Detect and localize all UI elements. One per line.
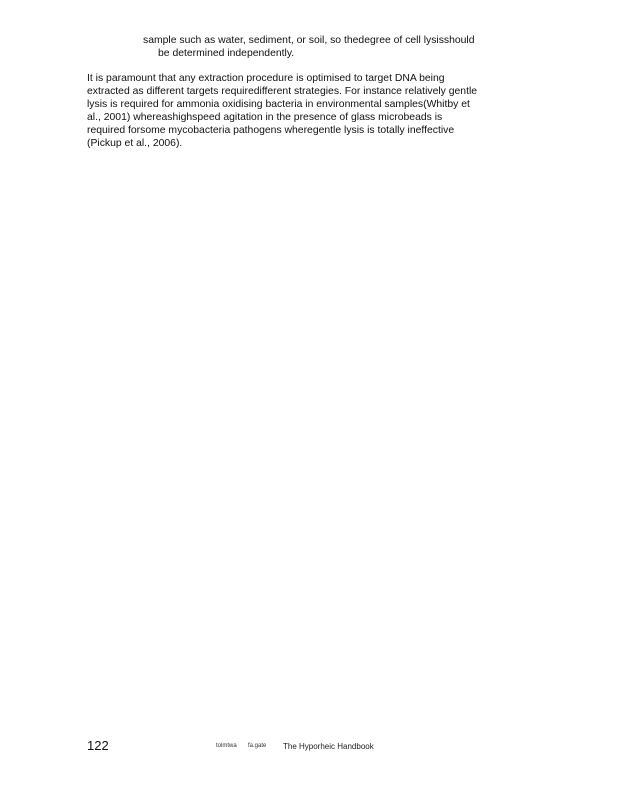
paragraph-line-5: required forsome mycobacteria pathogens wheregentle lysis is totally ineffective: [87, 125, 455, 136]
indented-line-2: be determined independently.: [158, 48, 295, 59]
footer-mark-2: fa.gate: [248, 743, 267, 749]
page-number: 122: [87, 738, 109, 753]
indented-line-1: sample such as water, sediment, or soil, so thedegree of cell lysisshould: [143, 35, 475, 46]
indented-text-block: [143, 34, 513, 60]
paragraph-line-3: lysis is required for ammonia oxidising bacteria in environmental samples(Whitby et: [87, 99, 470, 110]
body-paragraph: [87, 72, 517, 150]
footer-mark-1: tolmtwa: [216, 743, 237, 749]
paragraph-line-2: extracted as different targets requiredifferent strategies. For instance relatively gentle: [87, 86, 478, 97]
footer-book-title: The Hyporheic Handbook: [283, 742, 374, 751]
paragraph-line-4: al., 2001) whereashighspeed agitation in the presence of glass microbeads is: [87, 112, 443, 123]
paragraph-line-1: It is paramount that any extraction procedure is optimised to target DNA being: [87, 73, 445, 84]
paragraph-line-6: (Pickup et al., 2006).: [87, 138, 183, 149]
